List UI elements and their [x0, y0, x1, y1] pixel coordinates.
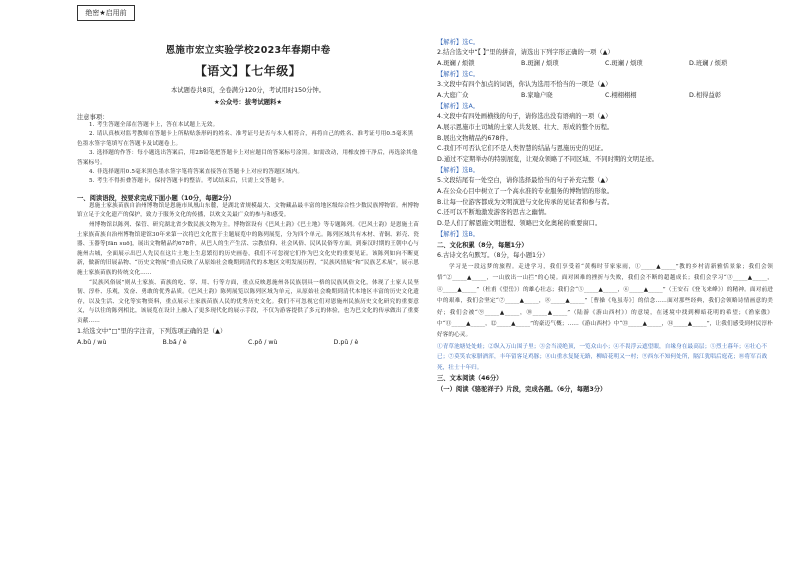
poem-fill-paragraph: 学习是一段远梦的旅程。走进学习，我们享受着“黄梅时节家家雨，①_____▲_____”教的乡村清新雅恬景象；我们会领悟“②_____▲_____，一山放出一山拦”的心境。面对困难的挫折与失败，我们会不断的超越成长；我们会学习“③_____▲_____，④_____▲_____”（杜甫《望岳》）的雄心壮志；我们会“⑤_____▲_____，⑥_____▲_____”（王安石《登飞来峰》）的精神。面对前进中的艰难，我们会坚定“⑦_____▲_____，⑧_____▲_____”［曹操《龟虽寿》］的信念……面对那些经典，我们会领略诗情画意的美好；我们会被“⑨_____▲_____，⑩_____▲_____”（陆游《游山西村》）的意境，在迷境中找到柳暗花明的希望；《渔家傲》中“⑪_____▲_____，⑫_____▲_____”的豪迈气概；……《游山西村》中“⑬_____▲_____，⑭_____▲_____”，让我们感受到村民淳朴好客的心灵。	[437, 263, 773, 339]
answer-analysis: 【解析】选C。	[437, 71, 480, 79]
question-6: 6.古诗文名句默写。（8分，每小题1分）	[437, 252, 549, 260]
section-2-heading: 二、文化积累（8分，每题1分）	[437, 242, 528, 250]
option: C.还可以不断地激发游客的思古之幽情。	[437, 209, 551, 217]
subsection-heading: （一）阅读《骆驼祥子》片段，完成各题。（6分，每题3分）	[437, 385, 607, 393]
notice-list	[77, 121, 419, 187]
secret-label: 绝密★启用前	[77, 5, 135, 21]
notice-item: 5. 考生不得折叠答题卡，保持答题卡的整洁。考试结束后，只需上交答题卡。	[89, 178, 288, 185]
question-1-options	[77, 337, 419, 348]
answer-analysis: 【解析】选A。	[437, 103, 480, 111]
option: D.是人们了解恩施文明进程、领略巴文化奥秘的重要窗口。	[437, 219, 602, 227]
option: B.bǎ / è	[162, 339, 187, 347]
option: C.斑斓 / 烦琐	[605, 59, 643, 67]
option: B.让每一位游客都成为文明演进与文化传承的见证者和参与者。	[437, 198, 614, 206]
option: B.家喻户晓	[521, 91, 553, 99]
option: A.bǔ / wù	[77, 339, 107, 347]
question-3: 3.文段中有四个加点的词语，你认为选用不恰当的一项是（▲）	[437, 81, 612, 89]
passage-paragraph: “民族风俗展”则从土家族、苗族的吃、穿、用、行等方面，重点反映恩施州各民族别具一格的民族风俗文化，体现了土家人民坚韧、淳朴、乐观，发奋、勇敢的优秀品质。《巴风土韵》陈列展览以陈列区域为单元，从原始社会晚期到清代本地区丰富的历史文化遗存，以及生活、文化等实物资料，重点展示土家族苗族人民的优秀历史文化。我们不可忽视它们对恩施州民族历史文化研究的重要意义，与以往的陈列相比，该展览在设计上融入了更多现代化的展示手段，不仅为游客提供了多元的体验，也为巴文化的传承做出了重要贡献……	[77, 279, 419, 324]
notice-item: 1. 考生答题全部在答题卡上，答在本试题上无效。	[89, 122, 219, 128]
option: D.相得益彰	[689, 91, 722, 99]
option: A.展示恩施市土司城的土家人共发展、壮大、形成的整个历程。	[437, 123, 614, 131]
wechat-note: ★公众号：拔考试题料★	[214, 99, 282, 106]
question-1: 1.给选文中“□”里的字注音，下列选项正确的是（▲）	[77, 327, 227, 335]
answer-analysis: 【解析】选B。	[437, 231, 480, 239]
exam-info: 本试题卷共8页，全卷满分120分，考试用时150分钟。	[171, 87, 325, 94]
question-5: 5.文段结尾有一处空白，请你选择最恰当的句子补充完整（▲）	[437, 177, 612, 185]
section-1-heading: 一、阅读语段，按要求完成下面小题（10分，每题2分）	[77, 194, 235, 202]
question-2: 2.结合选文中“【 】”里的拼音，请选出下列字形正确的一项（▲）	[437, 49, 614, 56]
notice-heading: 注意事项：	[77, 114, 109, 121]
option: A.大庭广众	[437, 91, 469, 99]
option: B.展出文物精品约678件。	[437, 134, 513, 142]
exam-subject: 【语文】【七年级】	[194, 64, 302, 78]
exam-title: 恩施市宏立实验学校2023年春期中卷	[165, 45, 331, 56]
option: C.pǒ / wù	[248, 339, 278, 347]
right-column	[437, 37, 773, 395]
option: A.斑斓 / 烦锁	[437, 59, 475, 67]
question-4: 4.文段中有四处画横线的句子，请你选出没有语病的一项（▲）	[437, 113, 612, 121]
left-column	[77, 30, 419, 348]
question-2-options	[437, 59, 773, 70]
notice-item: 2. 请认真核对监考教师在答题卡上所粘贴条形码的姓名、准考证号是否与本人相符合，再将自己的姓名、准考证号用0.5毫米黑色墨水签字笔填写在答题卡及试题卷上。	[77, 131, 414, 147]
option: D.pǔ / è	[333, 339, 359, 347]
option: C.我们不可否认它们不是人类智慧的结晶与恩施历史的见证。	[437, 145, 608, 153]
option: A.在公众心目中树立了一个高水准的专业服务的博物馆的形象。	[437, 187, 614, 195]
answer-key: ①青草池塘处处蛙；②纵入万山围子里；③会当凌绝顶，一览众山小；④不畏浮云遮望眼，自缘身在最高层；⑤烈士暮年；⑥壮心不已；⑦莫笑农家腊酒浑，丰年留客足鸡豚；⑧山重水复疑无路，柳暗花明又一村；⑨西东不知何处所，隔江犹唱后庭花；⑩将军百战死，壮士十年归。	[437, 343, 768, 371]
answer-analysis: 【解析】选B。	[437, 167, 480, 175]
notice-item: 3. 选择题的作答：每小题选出答案后，用2B铅笔把答题卡上对应题目的答案标号涂黑。如需改动，用橡皮擦干净后，再选涂其他答案标号。	[77, 150, 418, 166]
option: D.班斓 / 烦琐	[689, 59, 728, 67]
notice-item: 4. 非选择题用0.5毫米黑色墨水签字笔将答案直接答在答题卡上对应的答题区域内。	[89, 169, 304, 176]
question-3-options	[437, 91, 773, 102]
passage-paragraph: 恩施土家族苗族自治州博物馆是恩施市凤凰山东麓，是湖北省规模最大、文物藏品最丰富的地区级综合性少数民族博物馆。州博物馆立足于文化遗产的保护，致力于服务文化的传播，以欢文关最广众的参与和感受。	[77, 202, 419, 219]
section-3-heading: 三、文本阅读（46分）	[437, 374, 503, 382]
option: D.通过不定期举办的特别展览，让观众领略了不同区域、不同时期的文明足迹。	[437, 155, 658, 163]
answer-analysis: 【解析】选C。	[437, 39, 480, 46]
option: C.栩栩栩栩	[605, 91, 637, 99]
passage-paragraph: 州博物馆以陈列、保管、研究湖北省少数民族文物为主。博物馆设有《巴风土韵》《巴土地》等专题陈列。《巴风土韵》是恩施土苗土家族苗族自治州博物馆建馆30年来第一次将巴文化置于主题展览中的陈列展览，分为四个单元。陈列区域共有木材、青铜、彩壳、瓷器、玉器等[fān suō]，展出文物精品约678件，从巴人的生产生活、宗教信仰、社会风俗、民风民俗等方面，到秦汉时期的王朝中心与施州古城，全面展示出巴人先民在这片土地上生息繁衍的历史画卷，我们不可忽视它们作为巴文化史的重要见证。该陈列如向不断更新，做新的旧展品物、“历史文物展”重点反映了从原始社会晚期到清代的本地区文明发展历程，“民族风情展”和“民族艺术展”，展示恩施土家族苗族的传统文化……	[77, 222, 419, 276]
option: B.斑澜 / 烦琐	[521, 59, 559, 67]
